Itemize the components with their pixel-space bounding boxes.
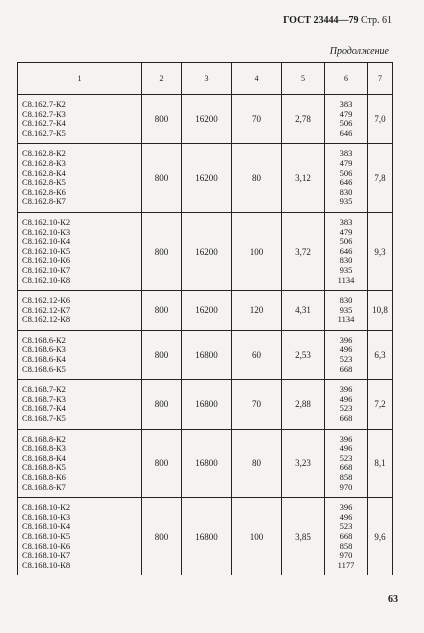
designation: С8.168.7-К5	[22, 413, 66, 424]
value-list-cell	[325, 291, 368, 331]
value-cell-c3: 16800	[182, 429, 232, 498]
col-header-2: 2	[142, 63, 182, 95]
designation: С8.168.8-К3	[22, 443, 66, 454]
table-row	[18, 95, 393, 144]
designation: С8.168.10-К6	[22, 540, 71, 551]
designation: С8.162.10-К8	[22, 274, 71, 285]
designation: С8.168.10-К3	[22, 511, 71, 522]
table-row	[18, 498, 393, 576]
table-row	[18, 144, 393, 213]
value-cell-c7: 8,1	[368, 429, 393, 498]
designation: С8.162.10-К6	[22, 255, 71, 266]
table-row	[18, 212, 393, 290]
value-cell-c5: 4,31	[282, 291, 325, 331]
designation: С8.168.6-К2	[22, 334, 66, 345]
value-cell-c5: 3,12	[282, 144, 325, 213]
value-list-cell	[325, 95, 368, 144]
designation: С8.168.10-К8	[22, 559, 71, 570]
list-value: 479	[339, 157, 353, 168]
list-value: 523	[339, 354, 353, 365]
list-value: 935	[339, 196, 353, 207]
doc-code: ГОСТ 23444—79	[283, 15, 359, 26]
designation-cell	[18, 330, 142, 379]
list-value: 935	[339, 264, 353, 275]
designation: С8.168.10-К4	[22, 521, 71, 532]
designation: С8.168.7-К2	[22, 384, 66, 395]
designation-cell	[18, 144, 142, 213]
value-cell-c5: 2,78	[282, 95, 325, 144]
designation: С8.168.10-К2	[22, 502, 71, 513]
value-cell-c7: 9,6	[368, 498, 393, 576]
list-value: 830	[339, 186, 353, 197]
value-cell-c2: 800	[142, 380, 182, 429]
table-row	[18, 291, 393, 331]
list-value: 935	[339, 304, 353, 315]
table-header-row	[18, 63, 393, 95]
list-value: 646	[339, 245, 353, 256]
value-cell-c5: 2,88	[282, 380, 325, 429]
value-cell-c2: 800	[142, 429, 182, 498]
value-cell-c4: 80	[232, 429, 282, 498]
list-value: 383	[339, 148, 353, 159]
table-row	[18, 380, 393, 429]
list-value: 830	[339, 295, 353, 306]
value-cell-c3: 16200	[182, 95, 232, 144]
list-value: 496	[339, 344, 353, 355]
value-cell-c3: 16200	[182, 291, 232, 331]
list-value: 383	[339, 216, 353, 227]
value-list-cell	[325, 498, 368, 576]
designation: С8.162.7-К3	[22, 108, 66, 119]
value-cell-c5: 3,85	[282, 498, 325, 576]
value-cell-c4: 100	[232, 212, 282, 290]
designation-cell	[18, 429, 142, 498]
list-value: 479	[339, 226, 353, 237]
value-cell-c3: 16800	[182, 498, 232, 576]
col-header-1: 1	[18, 63, 142, 95]
table-row	[18, 330, 393, 379]
list-value: 858	[339, 540, 353, 551]
col-header-4: 4	[232, 63, 282, 95]
page-header	[283, 15, 392, 26]
list-value: 496	[339, 511, 353, 522]
list-value: 1134	[337, 274, 355, 285]
designation-cell	[18, 212, 142, 290]
list-value: 506	[339, 118, 353, 129]
value-cell-c2: 800	[142, 95, 182, 144]
table-body	[18, 95, 393, 576]
value-cell-c3: 16800	[182, 330, 232, 379]
designation: С8.162.8-К4	[22, 167, 66, 178]
designation: С8.162.12-К8	[22, 314, 71, 325]
value-cell-c7: 10,8	[368, 291, 393, 331]
designation: С8.162.8-К2	[22, 148, 66, 159]
spec-table	[17, 62, 393, 575]
value-cell-c4: 80	[232, 144, 282, 213]
list-value: 523	[339, 403, 353, 414]
value-cell-c5: 2,53	[282, 330, 325, 379]
designation-cell	[18, 291, 142, 331]
designation: С8.162.7-К4	[22, 118, 66, 129]
col-header-3: 3	[182, 63, 232, 95]
list-value: 668	[339, 363, 353, 374]
designation: С8.162.8-К6	[22, 186, 66, 197]
designation: С8.162.7-К5	[22, 127, 66, 138]
value-cell-c4: 60	[232, 330, 282, 379]
value-cell-c2: 800	[142, 212, 182, 290]
list-value: 506	[339, 236, 353, 247]
list-value: 1134	[337, 314, 355, 325]
designation: С8.168.6-К3	[22, 344, 66, 355]
list-value: 646	[339, 127, 353, 138]
designation: С8.168.7-К3	[22, 393, 66, 404]
value-cell-c4: 70	[232, 380, 282, 429]
list-value: 396	[339, 334, 353, 345]
designation: С8.168.10-К5	[22, 530, 71, 541]
designation: С8.162.10-К5	[22, 245, 71, 256]
value-cell-c7: 6,3	[368, 330, 393, 379]
col-header-6: 6	[325, 63, 368, 95]
value-cell-c4: 120	[232, 291, 282, 331]
designation: С8.162.8-К7	[22, 196, 66, 207]
designation: С8.162.10-К3	[22, 226, 71, 237]
list-value: 479	[339, 108, 353, 119]
value-cell-c2: 800	[142, 144, 182, 213]
value-list-cell	[325, 380, 368, 429]
value-cell-c7: 7,8	[368, 144, 393, 213]
designation: С8.168.7-К4	[22, 403, 66, 414]
designation: С8.168.8-К2	[22, 433, 66, 444]
list-value: 496	[339, 443, 353, 454]
list-value: 396	[339, 433, 353, 444]
value-list-cell	[325, 429, 368, 498]
designation: С8.162.8-К3	[22, 157, 66, 168]
list-value: 970	[339, 481, 353, 492]
list-value: 383	[339, 99, 353, 109]
designation: С8.168.8-К4	[22, 452, 66, 463]
designation: С8.162.10-К7	[22, 264, 71, 275]
designation-cell	[18, 498, 142, 576]
list-value: 668	[339, 413, 353, 424]
value-cell-c3: 16800	[182, 380, 232, 429]
value-list-cell	[325, 144, 368, 213]
designation: С8.168.8-К6	[22, 472, 66, 482]
designation: С8.162.12-К7	[22, 304, 71, 315]
value-cell-c7: 7,0	[368, 95, 393, 144]
designation-cell	[18, 380, 142, 429]
designation: С8.162.10-К2	[22, 216, 71, 227]
designation: С8.168.10-К7	[22, 550, 71, 561]
list-value: 506	[339, 167, 353, 178]
value-cell-c2: 800	[142, 498, 182, 576]
value-cell-c3: 16200	[182, 144, 232, 213]
value-cell-c2: 800	[142, 291, 182, 331]
value-cell-c4: 70	[232, 95, 282, 144]
value-cell-c4: 100	[232, 498, 282, 576]
value-cell-c5: 3,23	[282, 429, 325, 498]
list-value: 396	[339, 384, 353, 395]
designation: С8.162.8-К5	[22, 177, 66, 188]
list-value: 646	[339, 177, 353, 188]
table-row	[18, 429, 393, 498]
designation: С8.162.7-К2	[22, 99, 66, 109]
page-label: Стр. 61	[360, 15, 392, 26]
continuation-label: Продолжение	[329, 46, 389, 57]
list-value: 830	[339, 255, 353, 266]
designation: С8.162.10-К4	[22, 236, 71, 247]
value-cell-c7: 7,2	[368, 380, 393, 429]
list-value: 668	[339, 530, 353, 541]
designation: С8.168.8-К7	[22, 481, 66, 492]
value-cell-c7: 9,3	[368, 212, 393, 290]
list-value: 523	[339, 452, 353, 463]
list-value: 858	[339, 472, 353, 482]
designation-cell	[18, 95, 142, 144]
designation: С8.168.8-К5	[22, 462, 66, 473]
list-value: 523	[339, 521, 353, 532]
designation: С8.168.6-К4	[22, 354, 66, 365]
list-value: 970	[339, 550, 353, 561]
list-value: 1177	[337, 559, 355, 570]
value-list-cell	[325, 212, 368, 290]
value-cell-c2: 800	[142, 330, 182, 379]
col-header-7: 7	[368, 63, 393, 95]
designation: С8.168.6-К5	[22, 363, 66, 374]
designation: С8.162.12-К6	[22, 295, 71, 306]
list-value: 668	[339, 462, 353, 473]
page-number: 63	[388, 594, 398, 605]
value-cell-c3: 16200	[182, 212, 232, 290]
col-header-5: 5	[282, 63, 325, 95]
value-list-cell	[325, 330, 368, 379]
value-cell-c5: 3,72	[282, 212, 325, 290]
list-value: 396	[339, 502, 353, 513]
list-value: 496	[339, 393, 353, 404]
